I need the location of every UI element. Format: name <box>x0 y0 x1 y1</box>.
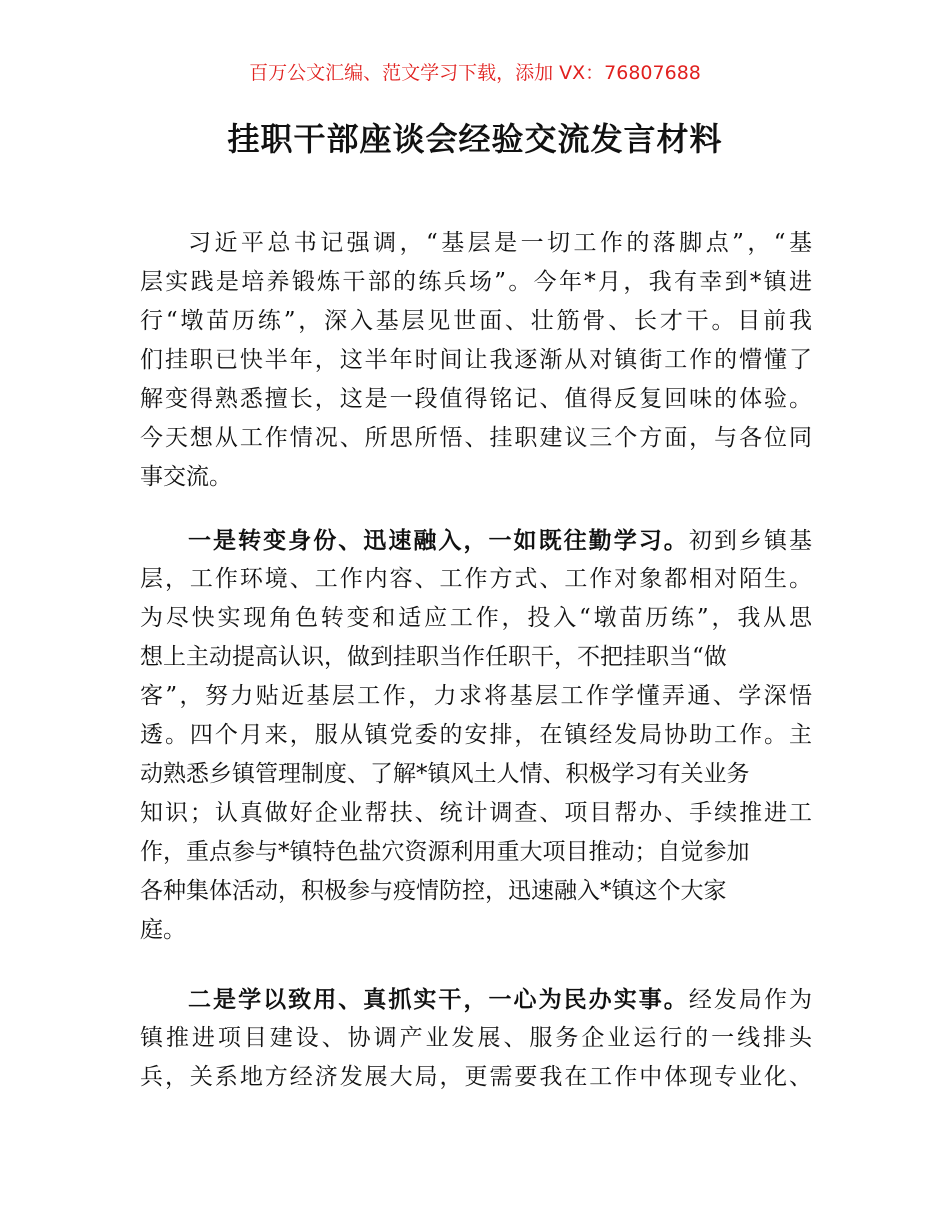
paragraph-lead: 二是学以致用、真抓实干，一心为民办实事。 <box>188 986 689 1013</box>
text-line: 各种集体活动，积极参与疫情防控，迅速融入*镇这个大家 <box>140 878 727 904</box>
text-line: 为尽快实现角色转变和适应工作，投入“墩苗历练”，我从思 <box>140 605 812 631</box>
text-line: 们挂职已快半年，这半年时间让我逐渐从对镇街工作的懵懂了 <box>140 347 812 373</box>
watermark-banner: 百万公文汇编、范文学习下载，添加 VX：76807688 <box>249 62 701 84</box>
paragraph-lead: 一是转变身份、迅速融入，一如既往勤学习。 <box>188 527 689 554</box>
text-run: 经发局作为 <box>688 987 813 1013</box>
text-line: 行“墩苗历练”，深入基层见世面、壮筋骨、长才干。目前我 <box>140 308 812 334</box>
text-run: 初到乡镇基 <box>688 528 813 554</box>
text-line: 层，工作环境、工作内容、工作方式、工作对象都相对陌生。 <box>140 566 812 592</box>
paragraph-point-two <box>140 980 812 1097</box>
document-title: 挂职干部座谈会经验交流发言材料 <box>227 120 723 158</box>
text-line: 知识；认真做好企业帮扶、统计调查、项目帮办、手续推进工 <box>140 800 812 826</box>
text-line: 客”，努力贴近基层工作，力求将基层工作学懂弄通、学深悟 <box>140 683 812 709</box>
text-line: 事交流。 <box>140 464 232 490</box>
text-line: 习近平总书记强调，“基层是一切工作的落脚点”，“基 <box>188 230 812 256</box>
text-line: 兵，关系地方经济发展大局，更需要我在工作中体现专业化、 <box>140 1064 812 1090</box>
text-line: 动熟悉乡镇管理制度、了解*镇风土人情、积极学习有关业务 <box>140 761 750 787</box>
paragraph-point-one <box>140 521 812 950</box>
text-line: 镇推进项目建设、协调产业发展、服务企业运行的一线排头 <box>140 1025 812 1051</box>
text-line <box>140 980 812 1019</box>
text-line: 今天想从工作情况、所思所悟、挂职建议三个方面，与各位同 <box>140 425 812 451</box>
text-line: 庭。 <box>140 917 186 943</box>
text-line: 层实践是培养锻炼干部的练兵场”。今年*月，我有幸到*镇进 <box>140 269 812 295</box>
text-line: 想上主动提高认识，做到挂职当作任职干，不把挂职当“做 <box>140 644 727 670</box>
text-line <box>140 521 812 560</box>
text-line: 透。四个月来，服从镇党委的安排，在镇经发局协助工作。主 <box>140 722 812 748</box>
text-line: 解变得熟悉擅长，这是一段值得铭记、值得反复回味的体验。 <box>140 386 812 412</box>
text-line: 作，重点参与*镇特色盐穴资源利用重大项目推动；自觉参加 <box>140 839 750 865</box>
paragraph-intro <box>140 224 812 497</box>
